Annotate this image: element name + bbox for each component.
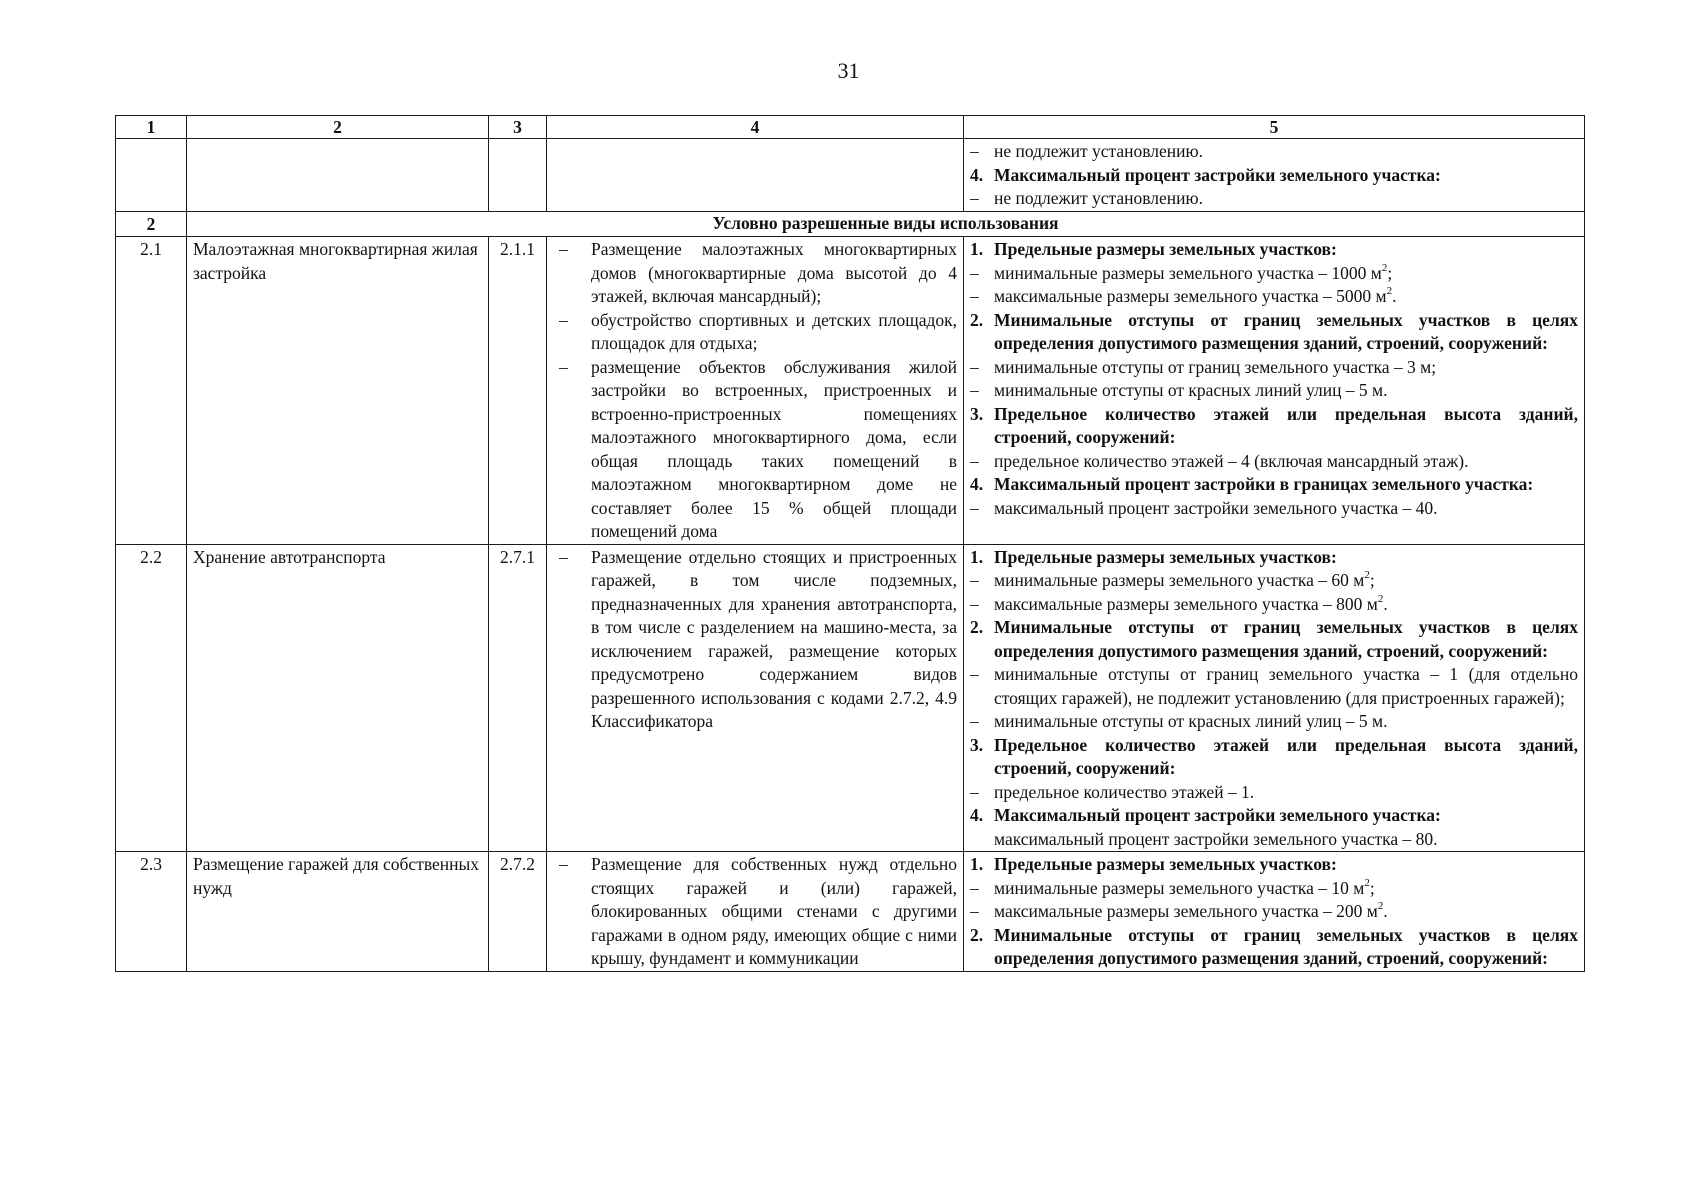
column-header: 5 bbox=[964, 116, 1585, 139]
param-item bbox=[970, 710, 1578, 734]
page-number: 31 bbox=[837, 58, 860, 83]
list-text bbox=[994, 710, 1578, 734]
list-text bbox=[994, 828, 1578, 852]
list-text bbox=[994, 616, 1578, 663]
punctuation: . bbox=[1383, 901, 1388, 921]
list-text-main: Размещение отдельно стоящих и пристроенных гаражей, в том числе подземных, предназначенных для хранения автотранспорта, в том числе с разделением на машино-места, за исключением гаражей, размещение которых предусмотрено содержанием видов разрешенного использования с кодами 2.7.2, 4.9 Классификатора bbox=[591, 546, 957, 731]
param-heading bbox=[970, 473, 1578, 497]
column-header: 4 bbox=[547, 116, 964, 139]
punctuation: ; bbox=[1369, 877, 1375, 898]
use-description bbox=[547, 544, 964, 852]
param-heading bbox=[970, 924, 1578, 971]
table-row bbox=[116, 852, 1585, 972]
list-marker: – bbox=[970, 901, 979, 921]
param-item bbox=[970, 569, 1578, 593]
table-row bbox=[116, 237, 1585, 545]
punctuation: ; bbox=[1387, 262, 1393, 283]
list-marker: – bbox=[970, 286, 979, 306]
param-item bbox=[970, 877, 1578, 901]
param-item bbox=[970, 828, 1578, 852]
description-item bbox=[553, 546, 957, 734]
list-text bbox=[994, 473, 1578, 497]
list-text bbox=[994, 238, 1578, 262]
list-text bbox=[994, 403, 1578, 450]
use-code: 2.1.1 bbox=[489, 237, 547, 545]
use-parameters bbox=[964, 544, 1585, 852]
list-text-main: Предельное количество этажей или предельная высота зданий, строений, сооружений: bbox=[994, 403, 1578, 447]
continuation-params bbox=[964, 139, 1585, 212]
list-marker: – bbox=[970, 664, 979, 684]
list-text-main: не подлежит установлению. bbox=[994, 141, 1203, 161]
param-heading bbox=[970, 164, 1578, 188]
param-heading bbox=[970, 734, 1578, 781]
row-number: 2.2 bbox=[116, 544, 187, 852]
list-marker: – bbox=[559, 546, 568, 567]
superscript: 2 bbox=[1364, 876, 1370, 889]
row-number: 2.1 bbox=[116, 237, 187, 545]
list-text-main: Размещение для собственных нужд отдельно стоящих гаражей и (или) гаражей, блокированных общими стенами с другими гаражами в одном ряду, имеющих общие с ними крышу, фундамент и коммуникации bbox=[591, 854, 957, 968]
list-text bbox=[994, 781, 1578, 805]
param-heading bbox=[970, 309, 1578, 356]
description-item bbox=[553, 853, 957, 971]
use-parameters bbox=[964, 852, 1585, 972]
use-name: Хранение автотранспорта bbox=[187, 544, 489, 852]
list-marker: 3. bbox=[970, 403, 984, 424]
param-item bbox=[970, 497, 1578, 521]
list-text-main: минимальные отступы от границ земельного участка – 1 (для отдельно стоящих гаражей), не подлежит установлению (для пристроенных гаражей); bbox=[994, 664, 1578, 708]
list-marker: – bbox=[970, 711, 979, 731]
use-description bbox=[547, 237, 964, 545]
list-text bbox=[994, 450, 1578, 474]
list-text bbox=[994, 309, 1578, 356]
list-text-main: Максимальный процент застройки земельного участка: bbox=[994, 164, 1441, 185]
row-number: 2.3 bbox=[116, 852, 187, 972]
list-text-main: Минимальные отступы от границ земельных участков в целях определения допустимого размещения зданий, строений, сооружений: bbox=[994, 617, 1578, 661]
list-text-main: максимальные размеры земельного участка – 800 м bbox=[994, 593, 1378, 614]
description-item bbox=[553, 309, 957, 356]
param-heading bbox=[970, 238, 1578, 262]
list-text-main: Минимальные отступы от границ земельных участков в целях определения допустимого размещения зданий, строений, сооружений: bbox=[994, 309, 1578, 353]
column-header: 1 bbox=[116, 116, 187, 139]
list-text bbox=[994, 164, 1578, 188]
list-marker: – bbox=[970, 570, 979, 590]
list-text-main: Предельное количество этажей или предельная высота зданий, строений, сооружений: bbox=[994, 734, 1578, 778]
superscript: 2 bbox=[1377, 900, 1384, 913]
list-text-main: размещение объектов обслуживания жилой застройки во встроенных, пристроенных и встроенно-пристроенных помещениях малоэтажного многоквартирного дома, если общая площадь таких помещений в малоэтажном многоквартирном доме не составляет более 15 % общей площади помещений дома bbox=[591, 356, 957, 541]
list-text bbox=[994, 356, 1578, 380]
list-marker: – bbox=[970, 593, 979, 614]
use-name: Малоэтажная многоквартирная жилая застройка bbox=[187, 237, 489, 545]
param-item bbox=[970, 900, 1578, 924]
param-item bbox=[970, 285, 1578, 309]
param-heading bbox=[970, 403, 1578, 450]
list-marker: – bbox=[970, 380, 979, 400]
superscript: 2 bbox=[1381, 261, 1388, 274]
punctuation: ; bbox=[1369, 570, 1375, 590]
superscript: 2 bbox=[1386, 285, 1393, 298]
list-marker: – bbox=[970, 497, 979, 518]
list-text bbox=[591, 853, 957, 971]
list-text-main: минимальные отступы от красных линий улиц – 5 м. bbox=[994, 711, 1388, 731]
param-heading bbox=[970, 616, 1578, 663]
param-item bbox=[970, 781, 1578, 805]
list-text bbox=[591, 546, 957, 734]
list-text-main: предельное количество этажей – 1. bbox=[994, 781, 1255, 802]
param-item bbox=[970, 379, 1578, 403]
list-text-main: предельное количество этажей – 4 (включая мансардный этаж). bbox=[994, 450, 1469, 471]
list-marker: – bbox=[970, 141, 979, 161]
list-marker: 3. bbox=[970, 734, 984, 755]
list-marker: – bbox=[559, 356, 568, 377]
description-item bbox=[553, 356, 957, 544]
param-heading bbox=[970, 853, 1578, 877]
list-marker: – bbox=[970, 450, 979, 471]
list-marker: 2. bbox=[970, 617, 984, 637]
list-text bbox=[994, 877, 1578, 901]
list-text bbox=[994, 187, 1578, 211]
column-header: 3 bbox=[489, 116, 547, 139]
list-text-main: минимальные отступы от красных линий улиц – 5 м. bbox=[994, 380, 1388, 400]
section-title: Условно разрешенные виды использования bbox=[187, 211, 1585, 237]
list-text bbox=[994, 734, 1578, 781]
superscript: 2 bbox=[1364, 569, 1370, 582]
list-text-main: максимальные размеры земельного участка – 5000 м bbox=[994, 286, 1387, 306]
zoning-table bbox=[115, 115, 1585, 972]
list-text-main: минимальные размеры земельного участка – 10 м bbox=[994, 877, 1365, 898]
use-parameters bbox=[964, 237, 1585, 545]
param-item bbox=[970, 356, 1578, 380]
list-text bbox=[994, 663, 1578, 710]
list-text bbox=[994, 140, 1578, 164]
list-marker: – bbox=[970, 188, 979, 208]
list-marker: – bbox=[970, 356, 979, 377]
list-marker: 1. bbox=[970, 546, 984, 567]
param-heading bbox=[970, 804, 1578, 828]
description-item bbox=[553, 238, 957, 309]
list-text-main: Размещение малоэтажных многоквартирных домов (многоквартирные дома высотой до 4 этажей, включая мансардный); bbox=[591, 239, 957, 306]
list-marker: 4. bbox=[970, 805, 984, 825]
header-row bbox=[116, 116, 1585, 139]
list-text bbox=[591, 238, 957, 309]
list-marker: – bbox=[970, 877, 979, 898]
list-text-main: Максимальный процент застройки земельного участка: bbox=[994, 805, 1441, 825]
section-number: 2 bbox=[116, 211, 187, 237]
use-code: 2.7.2 bbox=[489, 852, 547, 972]
list-marker: 2. bbox=[970, 924, 984, 945]
param-item bbox=[970, 262, 1578, 286]
use-name: Размещение гаражей для собственных нужд bbox=[187, 852, 489, 972]
param-item bbox=[970, 593, 1578, 617]
list-text bbox=[994, 593, 1578, 617]
list-text bbox=[994, 900, 1578, 924]
list-text bbox=[994, 379, 1578, 403]
list-marker: 4. bbox=[970, 164, 984, 185]
list-text bbox=[994, 497, 1578, 521]
punctuation: . bbox=[1392, 286, 1397, 306]
param-item bbox=[970, 140, 1578, 164]
list-text-main: минимальные отступы от границ земельного участка – 3 м; bbox=[994, 356, 1437, 377]
list-text bbox=[994, 804, 1578, 828]
list-marker: – bbox=[559, 239, 568, 259]
list-text-main: максимальный процент застройки земельного участка – 40. bbox=[994, 497, 1438, 518]
list-text-main: Максимальный процент застройки в границах земельного участка: bbox=[994, 474, 1534, 494]
list-marker: 1. bbox=[970, 239, 984, 259]
use-description bbox=[547, 852, 964, 972]
list-text bbox=[994, 285, 1578, 309]
list-marker: – bbox=[970, 262, 979, 283]
list-text-main: не подлежит установлению. bbox=[994, 188, 1203, 208]
list-text-main: минимальные размеры земельного участка – 1000 м bbox=[994, 262, 1382, 283]
list-text bbox=[591, 309, 957, 356]
list-text-main: минимальные размеры земельного участка – 60 м bbox=[994, 570, 1365, 590]
table-row bbox=[116, 544, 1585, 852]
list-text bbox=[994, 924, 1578, 971]
superscript: 2 bbox=[1377, 592, 1384, 605]
param-heading bbox=[970, 546, 1578, 570]
continuation-row bbox=[116, 139, 1585, 212]
list-text bbox=[591, 356, 957, 544]
list-text bbox=[994, 569, 1578, 593]
list-text-main: Предельные размеры земельных участков: bbox=[994, 854, 1337, 874]
list-text bbox=[994, 546, 1578, 570]
list-text-main: Предельные размеры земельных участков: bbox=[994, 239, 1337, 259]
list-text-main: максимальные размеры земельного участка – 200 м bbox=[994, 901, 1378, 921]
list-marker: – bbox=[559, 854, 568, 874]
list-marker: – bbox=[970, 781, 979, 802]
param-item bbox=[970, 187, 1578, 211]
list-marker: 2. bbox=[970, 309, 984, 330]
use-code: 2.7.1 bbox=[489, 544, 547, 852]
list-text-main: максимальный процент застройки земельного участка – 80. bbox=[994, 828, 1438, 849]
param-item bbox=[970, 450, 1578, 474]
list-text bbox=[994, 262, 1578, 286]
list-marker: 4. bbox=[970, 474, 984, 494]
list-text bbox=[994, 853, 1578, 877]
list-marker: 1. bbox=[970, 854, 984, 874]
list-text-main: обустройство спортивных и детских площадок, площадок для отдыха; bbox=[591, 309, 957, 353]
param-item bbox=[970, 663, 1578, 710]
punctuation: . bbox=[1383, 593, 1388, 614]
list-marker: – bbox=[559, 309, 568, 330]
section-row bbox=[116, 211, 1585, 237]
list-text-main: Предельные размеры земельных участков: bbox=[994, 546, 1337, 567]
column-header: 2 bbox=[187, 116, 489, 139]
list-text-main: Минимальные отступы от границ земельных участков в целях определения допустимого размещения зданий, строений, сооружений: bbox=[994, 924, 1578, 968]
